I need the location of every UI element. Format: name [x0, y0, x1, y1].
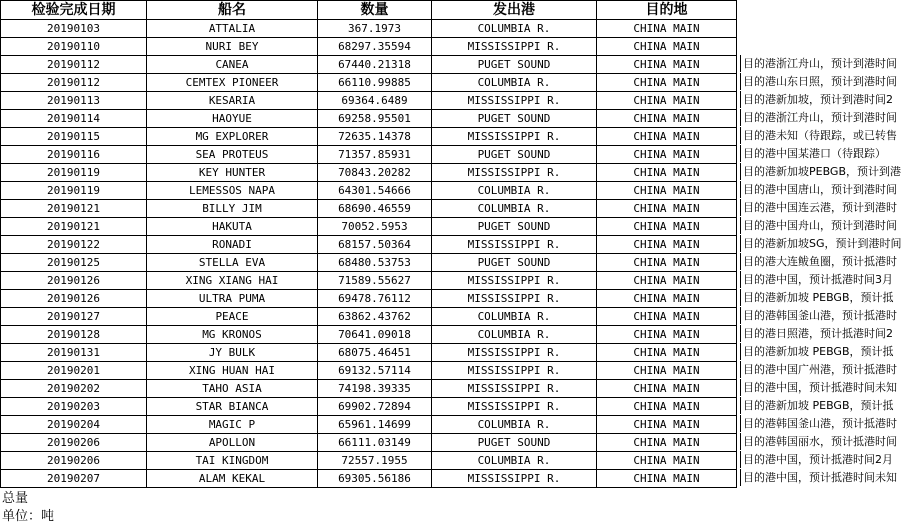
cell-destination[interactable]: CHINA MAIN [597, 398, 737, 416]
cell-ship[interactable]: SEA PROTEUS [147, 146, 318, 164]
cell-destination[interactable]: CHINA MAIN [597, 74, 737, 92]
cell-origin[interactable]: PUGET SOUND [432, 56, 597, 74]
cell-date[interactable]: 20190112 [1, 74, 147, 92]
cell-origin[interactable]: MISSISSIPPI R. [432, 380, 597, 398]
cell-ship[interactable]: HAOYUE [147, 110, 318, 128]
cell-date[interactable]: 20190116 [1, 146, 147, 164]
cell-ship[interactable]: KEY HUNTER [147, 164, 318, 182]
cell-quantity[interactable]: 69305.56186 [318, 470, 432, 488]
cell-date[interactable]: 20190202 [1, 380, 147, 398]
cell-quantity[interactable]: 71357.85931 [318, 146, 432, 164]
table-row [1, 380, 737, 398]
cell-quantity[interactable]: 68075.46451 [318, 344, 432, 362]
cell-ship[interactable]: CEMTEX PIONEER [147, 74, 318, 92]
table-row [1, 218, 737, 236]
cell-origin[interactable]: PUGET SOUND [432, 254, 597, 272]
table-row [1, 272, 737, 290]
cell-ship[interactable]: XING HUAN HAI [147, 362, 318, 380]
table-row [1, 56, 737, 74]
cell-ship[interactable]: ULTRA PUMA [147, 290, 318, 308]
cell-ship[interactable]: XING XIANG HAI [147, 272, 318, 290]
cell-destination[interactable]: CHINA MAIN [597, 92, 737, 110]
table-row [1, 452, 737, 470]
cell-origin[interactable]: MISSISSIPPI R. [432, 128, 597, 146]
cell-ship[interactable]: MAGIC P [147, 416, 318, 434]
header-row [1, 1, 737, 20]
cell-origin[interactable]: MISSISSIPPI R. [432, 398, 597, 416]
cell-quantity[interactable]: 68297.35594 [318, 38, 432, 56]
cell-quantity[interactable]: 64301.54666 [318, 182, 432, 200]
header-ship[interactable]: 船名 [147, 1, 318, 20]
note-cell[interactable]: 目的港中国舟山，预计到港时间 [740, 217, 914, 234]
cell-quantity[interactable]: 63862.43762 [318, 308, 432, 326]
note-cell[interactable]: 目的港浙江舟山，预计到港时间 [740, 55, 914, 72]
cell-date[interactable]: 20190131 [1, 344, 147, 362]
cell-ship[interactable]: TAI KINGDOM [147, 452, 318, 470]
cell-quantity[interactable]: 68480.53753 [318, 254, 432, 272]
cell-origin[interactable]: COLUMBIA R. [432, 308, 597, 326]
cell-destination[interactable]: CHINA MAIN [597, 182, 737, 200]
cell-origin[interactable]: PUGET SOUND [432, 434, 597, 452]
cell-destination[interactable]: CHINA MAIN [597, 290, 737, 308]
cell-destination[interactable]: CHINA MAIN [597, 56, 737, 74]
cell-date[interactable]: 20190201 [1, 362, 147, 380]
cell-quantity[interactable]: 72635.14378 [318, 128, 432, 146]
cell-date[interactable]: 20190119 [1, 164, 147, 182]
cell-date[interactable]: 20190114 [1, 110, 147, 128]
cell-ship[interactable]: MG KRONOS [147, 326, 318, 344]
cell-quantity[interactable]: 69132.57114 [318, 362, 432, 380]
cell-origin[interactable]: COLUMBIA R. [432, 200, 597, 218]
cell-date[interactable]: 20190207 [1, 470, 147, 488]
cell-date[interactable]: 20190128 [1, 326, 147, 344]
note-cell[interactable]: 目的港中国唐山，预计到港时间 [740, 181, 914, 198]
table-row [1, 128, 737, 146]
cell-quantity[interactable]: 68690.46559 [318, 200, 432, 218]
note-cell[interactable]: 目的港山东日照，预计到港时间 [740, 73, 914, 90]
table-row [1, 146, 737, 164]
cell-origin[interactable]: MISSISSIPPI R. [432, 38, 597, 56]
cell-origin[interactable]: MISSISSIPPI R. [432, 236, 597, 254]
cell-quantity[interactable]: 69258.95501 [318, 110, 432, 128]
cell-destination[interactable]: CHINA MAIN [597, 380, 737, 398]
cell-destination[interactable]: CHINA MAIN [597, 218, 737, 236]
cell-destination[interactable]: CHINA MAIN [597, 236, 737, 254]
cell-ship[interactable]: ATTALIA [147, 20, 318, 38]
cell-destination[interactable]: CHINA MAIN [597, 344, 737, 362]
note-cell[interactable]: 目的港中国广州港，预计抵港时 [740, 361, 914, 378]
note-cell[interactable]: 目的港日照港，预计抵港时间2 [740, 325, 914, 342]
cell-origin[interactable]: PUGET SOUND [432, 218, 597, 236]
table-row [1, 236, 737, 254]
header-quantity[interactable]: 数量 [318, 1, 432, 20]
cell-origin[interactable]: PUGET SOUND [432, 146, 597, 164]
cell-origin[interactable]: COLUMBIA R. [432, 416, 597, 434]
cell-ship[interactable]: CANEA [147, 56, 318, 74]
cell-destination[interactable]: CHINA MAIN [597, 362, 737, 380]
cell-date[interactable]: 20190113 [1, 92, 147, 110]
cell-destination[interactable]: CHINA MAIN [597, 164, 737, 182]
cell-ship[interactable]: JY BULK [147, 344, 318, 362]
cell-destination[interactable]: CHINA MAIN [597, 308, 737, 326]
cell-date[interactable]: 20190125 [1, 254, 147, 272]
table-row [1, 398, 737, 416]
cell-quantity[interactable]: 74198.39335 [318, 380, 432, 398]
cell-date[interactable]: 20190203 [1, 398, 147, 416]
cell-ship[interactable]: HAKUTA [147, 218, 318, 236]
cell-destination[interactable]: CHINA MAIN [597, 110, 737, 128]
note-cell[interactable]: 目的港浙江舟山，预计到港时间 [740, 109, 914, 126]
cell-date[interactable]: 20190110 [1, 38, 147, 56]
note-cell[interactable]: 目的港新加坡 PEBGB，预计抵 [740, 289, 914, 306]
cell-destination[interactable]: CHINA MAIN [597, 38, 737, 56]
table-row [1, 290, 737, 308]
cell-destination[interactable]: CHINA MAIN [597, 200, 737, 218]
cell-origin[interactable]: COLUMBIA R. [432, 326, 597, 344]
cell-ship[interactable]: ALAM KEKAL [147, 470, 318, 488]
cell-ship[interactable]: RONADI [147, 236, 318, 254]
cell-date[interactable]: 20190103 [1, 20, 147, 38]
cell-date[interactable]: 20190122 [1, 236, 147, 254]
table-row [1, 470, 737, 488]
cell-quantity[interactable]: 70843.20282 [318, 164, 432, 182]
cell-date[interactable]: 20190115 [1, 128, 147, 146]
note-cell[interactable]: 目的港新加坡，预计到港时间2 [740, 91, 914, 108]
cell-origin[interactable]: MISSISSIPPI R. [432, 164, 597, 182]
table-row [1, 308, 737, 326]
cell-ship[interactable]: STAR BIANCA [147, 398, 318, 416]
cell-origin[interactable]: COLUMBIA R. [432, 74, 597, 92]
cell-date[interactable]: 20190126 [1, 290, 147, 308]
cell-ship[interactable]: NURI BEY [147, 38, 318, 56]
table-row [1, 74, 737, 92]
cell-destination[interactable]: CHINA MAIN [597, 326, 737, 344]
note-cell[interactable]: 目的港中国某港口（待跟踪） [740, 145, 914, 162]
cell-destination[interactable]: CHINA MAIN [597, 416, 737, 434]
note-cell[interactable]: 目的港韩国丽水，预计抵港时间 [740, 433, 914, 450]
note-cell[interactable]: 目的港新加坡SG，预计到港时间 [740, 235, 914, 252]
header-destination[interactable]: 目的地 [597, 1, 737, 20]
cell-destination[interactable]: CHINA MAIN [597, 146, 737, 164]
cell-destination[interactable]: CHINA MAIN [597, 272, 737, 290]
cell-destination[interactable]: CHINA MAIN [597, 470, 737, 488]
cell-destination[interactable]: CHINA MAIN [597, 128, 737, 146]
note-cell[interactable]: 目的港韩国釜山港，预计抵港时 [740, 307, 914, 324]
header-origin[interactable]: 发出港 [432, 1, 597, 20]
total-label[interactable]: 总量 [2, 491, 29, 506]
cell-date[interactable]: 20190127 [1, 308, 147, 326]
cell-date[interactable]: 20190121 [1, 200, 147, 218]
cell-origin[interactable]: MISSISSIPPI R. [432, 92, 597, 110]
cell-origin[interactable]: MISSISSIPPI R. [432, 344, 597, 362]
cell-date[interactable]: 20190121 [1, 218, 147, 236]
cell-date[interactable]: 20190126 [1, 272, 147, 290]
cell-destination[interactable]: CHINA MAIN [597, 20, 737, 38]
cell-quantity[interactable]: 367.1973 [318, 20, 432, 38]
table-row [1, 434, 737, 452]
cell-origin[interactable]: COLUMBIA R. [432, 20, 597, 38]
cell-destination[interactable]: CHINA MAIN [597, 452, 737, 470]
table-body [1, 20, 737, 488]
cell-ship[interactable]: KESARIA [147, 92, 318, 110]
table-row [1, 344, 737, 362]
cell-ship[interactable]: BILLY JIM [147, 200, 318, 218]
cell-origin[interactable]: MISSISSIPPI R. [432, 362, 597, 380]
cell-ship[interactable]: STELLA EVA [147, 254, 318, 272]
cell-origin[interactable]: MISSISSIPPI R. [432, 290, 597, 308]
note-cell[interactable]: 目的港韩国釜山港，预计抵港时 [740, 415, 914, 432]
table-row [1, 254, 737, 272]
unit-label[interactable]: 单位：吨 [2, 509, 55, 524]
table-row [1, 38, 737, 56]
note-cell[interactable]: 目的港中国，预计抵港时间3月 [740, 271, 914, 288]
cell-origin[interactable]: MISSISSIPPI R. [432, 470, 597, 488]
cell-quantity[interactable]: 66110.99885 [318, 74, 432, 92]
cell-quantity[interactable]: 69902.72894 [318, 398, 432, 416]
note-cell[interactable]: 目的港未知（待跟踪，或已转售 [740, 127, 914, 144]
cell-date[interactable]: 20190119 [1, 182, 147, 200]
note-cell[interactable]: 目的港中国，预计抵港时间2月 [740, 451, 914, 468]
cell-ship[interactable]: MG EXPLORER [147, 128, 318, 146]
table-row [1, 416, 737, 434]
cell-quantity[interactable]: 70641.09018 [318, 326, 432, 344]
note-cell[interactable]: 目的港中国，预计抵港时间未知 [740, 469, 914, 486]
table-row [1, 164, 737, 182]
table-row [1, 362, 737, 380]
table-row [1, 92, 737, 110]
cell-quantity[interactable]: 68157.50364 [318, 236, 432, 254]
note-cell[interactable]: 目的港新加坡PEBGB，预计到港 [740, 163, 914, 180]
header-date[interactable]: 检验完成日期 [1, 1, 147, 20]
cell-date[interactable]: 20190206 [1, 434, 147, 452]
cell-quantity[interactable]: 66111.03149 [318, 434, 432, 452]
cell-origin[interactable]: COLUMBIA R. [432, 182, 597, 200]
table-row [1, 20, 737, 38]
note-cell[interactable]: 目的港新加坡 PEBGB，预计抵 [740, 397, 914, 414]
cell-destination[interactable]: CHINA MAIN [597, 434, 737, 452]
note-cell[interactable]: 目的港中国，预计抵港时间未知 [740, 379, 914, 396]
cell-quantity[interactable]: 70052.5953 [318, 218, 432, 236]
table-row [1, 110, 737, 128]
note-cell[interactable]: 目的港大连鲅鱼圈，预计抵港时 [740, 253, 914, 270]
cell-origin[interactable]: MISSISSIPPI R. [432, 272, 597, 290]
cell-destination[interactable]: CHINA MAIN [597, 254, 737, 272]
cell-ship[interactable]: LEMESSOS NAPA [147, 182, 318, 200]
note-cell[interactable]: 目的港新加坡 PEBGB，预计抵 [740, 343, 914, 360]
table-row [1, 326, 737, 344]
cell-quantity[interactable]: 69364.6489 [318, 92, 432, 110]
cell-quantity[interactable]: 69478.76112 [318, 290, 432, 308]
table-row [1, 182, 737, 200]
cell-date[interactable]: 20190112 [1, 56, 147, 74]
cell-quantity[interactable]: 71589.55627 [318, 272, 432, 290]
cell-date[interactable]: 20190204 [1, 416, 147, 434]
cell-ship[interactable]: PEACE [147, 308, 318, 326]
table-row [1, 200, 737, 218]
cell-date[interactable]: 20190206 [1, 452, 147, 470]
cell-origin[interactable]: PUGET SOUND [432, 110, 597, 128]
cell-quantity[interactable]: 65961.14699 [318, 416, 432, 434]
cell-quantity[interactable]: 72557.1955 [318, 452, 432, 470]
cell-ship[interactable]: TAHO ASIA [147, 380, 318, 398]
cell-quantity[interactable]: 67440.21318 [318, 56, 432, 74]
cell-ship[interactable]: APOLLON [147, 434, 318, 452]
cell-origin[interactable]: COLUMBIA R. [432, 452, 597, 470]
note-cell[interactable]: 目的港中国连云港，预计到港时 [740, 199, 914, 216]
